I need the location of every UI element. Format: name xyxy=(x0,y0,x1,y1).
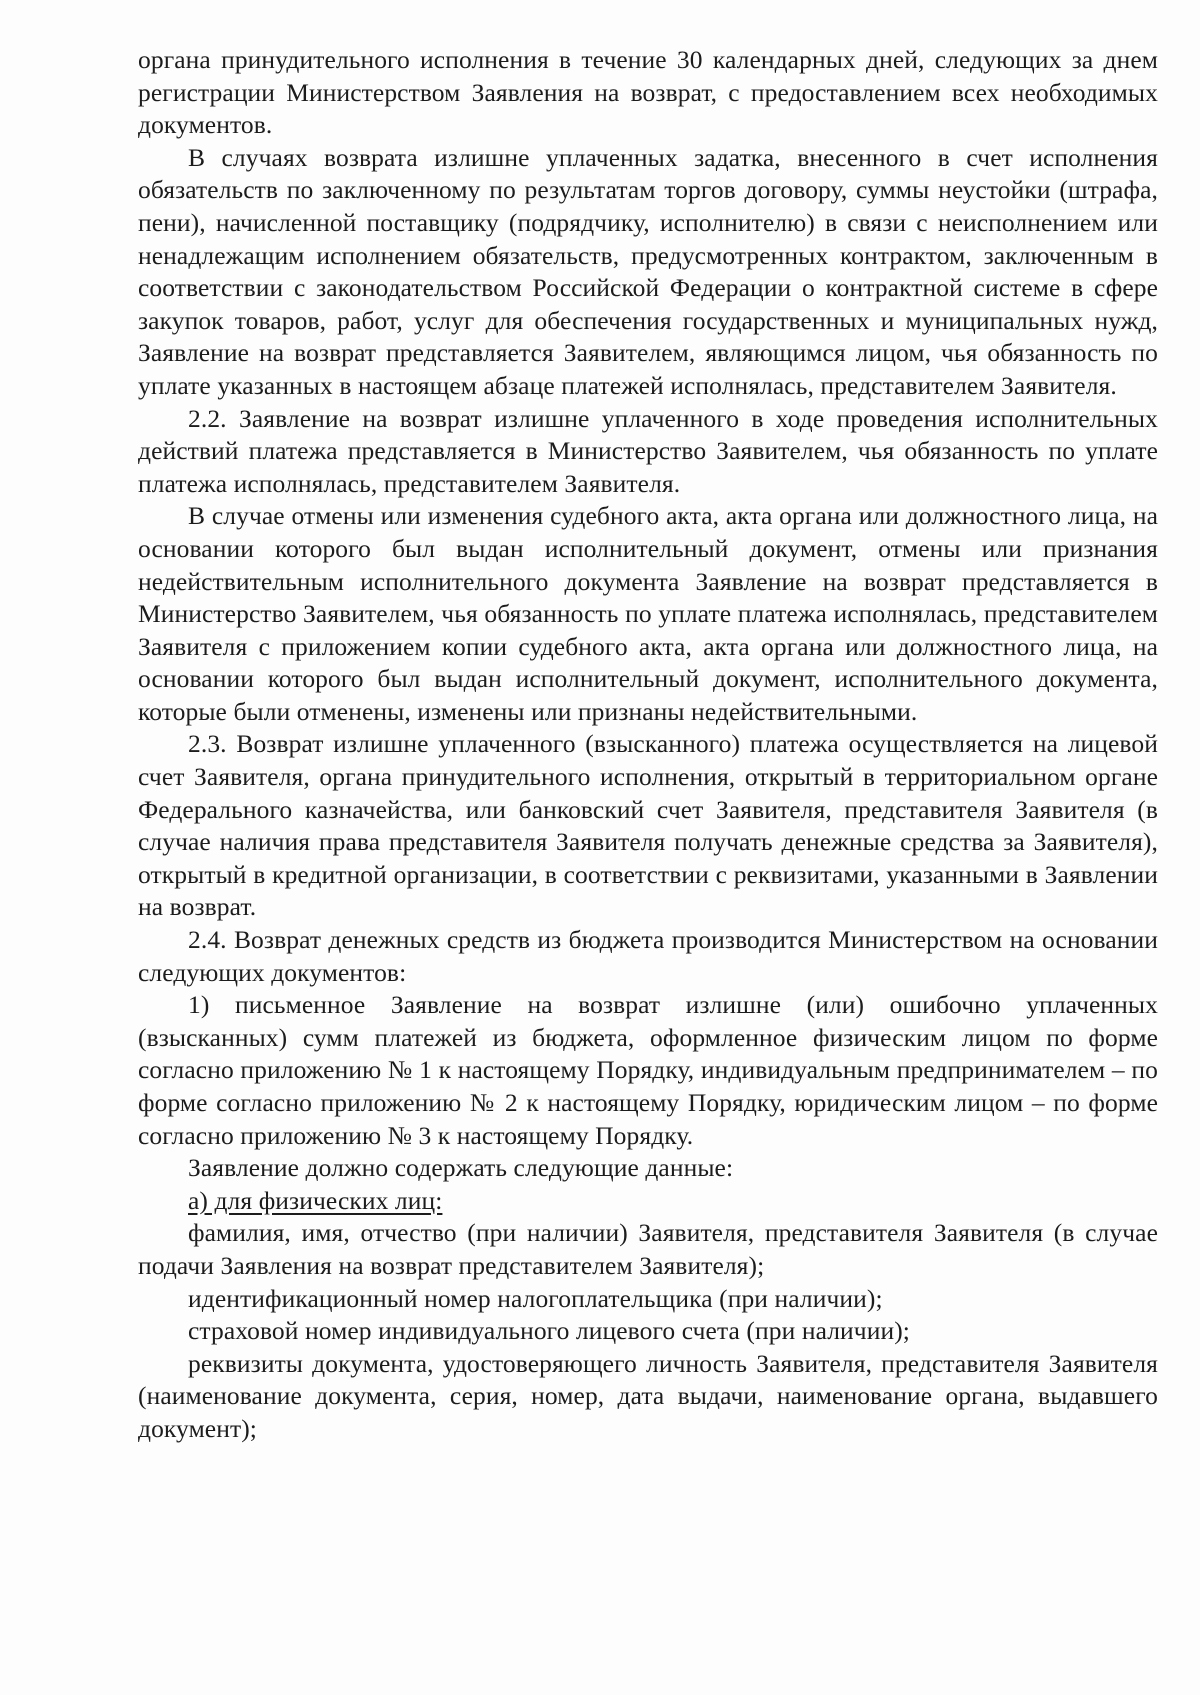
paragraph-court-act-cancellation: В случае отмены или изменения судебного акта, акта органа или должностного лица, на основании которого был выдан исполнительный документ, отмены или признания недействительным исполнительного документа Заявление на возврат представляется в Министерство Заявителем, чья обязанность по уплате платежа исполнялась, представителем Заявителя с приложением копии судебного акта, акта органа или должностного лица, на основании которого был выдан исполнительный документ, исполнительного документа, которые были отменены, изменены или признаны недействительными. xyxy=(138,501,1158,726)
paragraph-required-data: Заявление должно содержать следующие данные: xyxy=(188,1153,734,1183)
paragraph-snils: страховой номер индивидуального лицевого счета (при наличии); xyxy=(188,1316,910,1346)
paragraph-continuation: органа принудительного исполнения в течение 30 календарных дней, следующих за днем регистрации Министерством Заявления на возврат, с предоставлением всех необходимых документов. xyxy=(138,45,1158,140)
paragraph-2-4: 2.4. Возврат денежных средств из бюджета производится Министерством на основании следующих документов: xyxy=(138,925,1158,987)
paragraph-item-1: 1) письменное Заявление на возврат излишне (или) ошибочно уплаченных (взысканных) сумм платежей из бюджета, оформленное физическим лицом по форме согласно приложению № 1 к настоящему Порядку, индивидуальным предпринимателем – по форме согласно приложению № 2 к настоящему Порядку, юридическим лицом – по форме согласно приложению № 3 к настоящему Порядку. xyxy=(138,990,1158,1150)
paragraph-full-name: фамилия, имя, отчество (при наличии) Заявителя, представителя Заявителя (в случае подачи Заявления на возврат представителем Заявителя); xyxy=(138,1218,1158,1280)
paragraph-inn: идентификационный номер налогоплательщика (при наличии); xyxy=(188,1283,883,1313)
paragraph-2-3: 2.3. Возврат излишне уплаченного (взысканного) платежа осуществляется на лицевой счет Заявителя, органа принудительного исполнения, открытый в территориальном органе Федерального казначейства, или банковский счет Заявителя, представителя Заявителя (в случае наличия права представителя Заявителя получать денежные средства за Заявителя), открытый в кредитной организации, в соответствии с реквизитами, указанными в Заявлении на возврат. xyxy=(138,729,1158,922)
document-body xyxy=(138,44,1158,1446)
paragraph-id-document: реквизиты документа, удостоверяющего личность Заявителя, представителя Заявителя (наименование документа, серия, номер, дата выдачи, наименование органа, выдавшего документ); xyxy=(138,1348,1158,1443)
paragraph-2-2: 2.2. Заявление на возврат излишне уплаченного в ходе проведения исполнительных действий платежа представляется в Министерство Заявителем, чья обязанность по уплате платежа исполнялась, представителем Заявителя. xyxy=(138,403,1158,498)
subheading-individuals: а) для физических лиц: xyxy=(188,1185,443,1215)
paragraph-deposit-return: В случаях возврата излишне уплаченных задатка, внесенного в счет исполнения обязательств по заключенному по результатам торгов договору, суммы неустойки (штрафа, пени), начисленной поставщику (подрядчику, исполнителю) в связи с неисполнением или ненадлежащим исполнением обязательств, предусмотренных контрактом, заключенным в соответствии с законодательством Российской Федерации о контрактной системе в сфере закупок товаров, работ, услуг для обеспечения государственных и муниципальных нужд, Заявление на возврат представляется Заявителем, являющимся лицом, чья обязанность по уплате указанных в настоящем абзаце платежей исполнялась, представителем Заявителя. xyxy=(138,142,1158,400)
